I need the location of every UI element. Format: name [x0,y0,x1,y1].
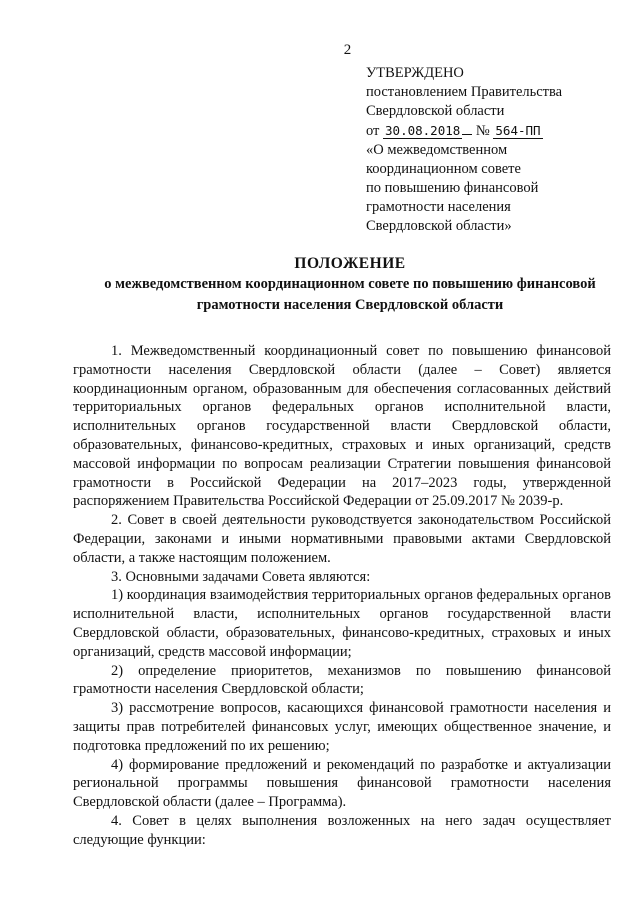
document-title: ПОЛОЖЕНИЕ [294,255,406,272]
approval-number: 564-ПП [495,123,541,138]
approval-date-line [366,121,562,141]
approval-issuer: постановлением Правительства [366,84,563,100]
paragraph-3-item-3: 3) рассмотрение вопросов, касающихся финансовой грамотности населения и защиты прав потребителей финансовых услуг, имеющих общественное значение, и подготовка предложений по их решению; [73,700,611,754]
date-underline [462,122,472,135]
approval-date: 30.08.2018 [385,123,461,138]
approval-title-line-3: по повышению финансовой [366,180,539,196]
document-body [73,342,611,850]
approval-title-line-1: «О межведомственном [366,142,508,158]
number-prefix: № [475,123,490,139]
approval-title-line-4: грамотности населения [366,199,511,215]
approval-status: УТВЕРЖДЕНО [366,65,464,81]
approval-title-line-2: координационном совете [366,161,521,177]
paragraph-3-item-4: 4) формирование предложений и рекомендаций по разработке и актуализации региональной программы повышения финансовой грамотности населения Свердловской области (далее – Программа). [73,756,611,811]
approval-block [366,64,562,236]
paragraph-2: 2. Совет в своей деятельности руководствуется законодательством Российской Федерации, законами и иными нормативными правовыми актами Свердловской области, а также настоящим положением. [73,512,611,566]
paragraph-3-item-2: 2) определение приоритетов, механизмов по повышению финансовой грамотности населения Свердловской области; [73,662,611,698]
paragraph-3: 3. Основными задачами Совета являются: [111,568,371,585]
paragraph-1: 1. Межведомственный координационный совет по повышению финансовой грамотности населения Свердловской области (далее – Совет) является координационным органом, образованным для обеспечения согласованных действий территориальных органов федеральных органов исполнительной власти, исполнительных органов государственной власти Свердловской области, образовательных, финансово-кредитных, страховых и иных организаций, средств массовой информации по вопросам реализации Стратегии повышения финансовой грамотности в Российской Федерации на 2017–2023 годы, утвержденной распоряжением Правительства Российской Федерации от 25.09.2017 № 2039-р. [73,343,611,510]
document-subtitle-line-1: о межведомственном координационном совете по повышению финансовой [104,276,596,292]
paragraph-4: 4. Совет в целях выполнения возложенных на него задач осуществляет следующие функции: [73,812,611,848]
approval-title-line-5: Свердловской области» [366,218,512,234]
page-number: 2 [343,42,352,58]
date-prefix: от [366,123,380,139]
paragraph-3-item-1: 1) координация взаимодействия территориальных органов федеральных органов исполнительной власти, исполнительных органов государственной власти Свердловской области, образовательных, финансово-кредитных, страховых и иных организаций, средств массовой информации; [73,587,611,660]
document-subtitle-line-2: грамотности населения Свердловской области [196,297,504,313]
approval-region: Свердловской области [366,103,505,119]
document-heading [60,255,640,315]
